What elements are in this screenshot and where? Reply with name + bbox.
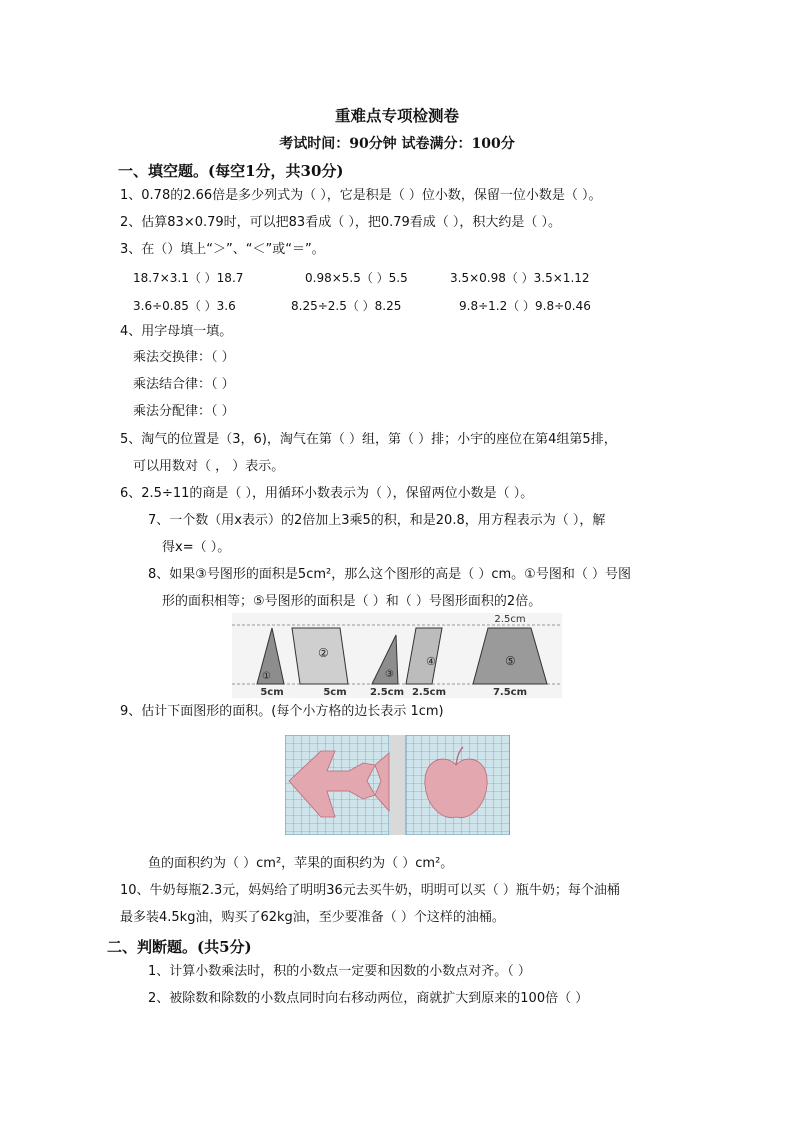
separator bbox=[389, 735, 406, 835]
question-3: 3、在（）填上“＞”、“＜”或“＝”。 bbox=[120, 242, 325, 257]
base-label: 5cm bbox=[323, 687, 347, 698]
compare-item: 8.25÷2.5（ ）8.25 bbox=[291, 299, 402, 313]
law-commutative: 乘法交换律：（ ） bbox=[133, 350, 235, 365]
shape-label: ③ bbox=[385, 669, 394, 680]
compare-item: 9.8÷1.2（ ）9.8÷0.46 bbox=[459, 299, 591, 313]
base-label: 5cm bbox=[260, 687, 284, 698]
top-label: 2.5cm bbox=[494, 614, 526, 625]
law-associative: 乘法结合律：（ ） bbox=[133, 377, 235, 392]
compare-item: 18.7×3.1（ ）18.7 bbox=[133, 271, 244, 285]
question-5-cont: 可以用数对（ ， ）表示。 bbox=[133, 459, 285, 474]
shape-label: ⑤ bbox=[505, 654, 516, 668]
question-5: 5、淘气的位置是（3，6)，淘气在第（ ）组，第（ ）排；小宇的座位在第4组第5排， bbox=[120, 432, 617, 447]
judge-question-2: 2、被除数和除数的小数点同时向右移动两位，商就扩大到原来的100倍（ ） bbox=[148, 991, 589, 1006]
section-2-heading: 二、判断题。(共5分) bbox=[107, 938, 252, 956]
question-2: 2、估算83×0.79时，可以把83看成（ ），把0.79看成（ ），积大约是（ ）。 bbox=[120, 215, 562, 230]
question-9: 9、估计下面图形的面积。(每个小方格的边长表示 1cm) bbox=[120, 704, 444, 719]
shape-label: ② bbox=[318, 646, 329, 660]
question-6: 6、2.5÷11的商是（ ），用循环小数表示为（ ），保留两位小数是（ ）。 bbox=[120, 486, 534, 501]
base-label: 2.5cm bbox=[369, 687, 405, 698]
grid-figure bbox=[285, 735, 510, 835]
page-subtitle: 考试时间：90分钟 试卷满分：100分 bbox=[279, 136, 515, 152]
question-10: 10、牛奶每瓶2.3元，妈妈给了明明36元去买牛奶，明明可以买（ ）瓶牛奶；每个油桶 bbox=[120, 883, 620, 898]
question-8-cont: 形的面积相等；⑤号图形的面积是（ ）和（ ）号图形面积的2倍。 bbox=[162, 594, 542, 609]
section-1-heading: 一、填空题。(每空1分，共30分) bbox=[118, 162, 344, 180]
compare-item: 3.6÷0.85（ ）3.6 bbox=[133, 299, 236, 313]
question-7-cont: 得x=（ ）。 bbox=[162, 540, 231, 555]
question-1: 1、0.78的2.66倍是多少列式为（ ），它是积是（ ）位小数，保留一位小数是（ ）。 bbox=[120, 188, 602, 203]
base-label: 7.5cm bbox=[492, 687, 528, 698]
question-7: 7、一个数（用x表示）的2倍加上3乘5的积，和是20.8，用方程表示为（ ），解 bbox=[148, 513, 606, 528]
shape-label: ④ bbox=[426, 655, 436, 668]
question-4: 4、用字母填一填。 bbox=[120, 324, 233, 339]
page-title: 重难点专项检测卷 bbox=[334, 106, 459, 125]
apple-shape bbox=[425, 759, 487, 818]
question-8: 8、如果③号图形的面积是5cm²，那么这个图形的高是（ ）cm。①号图和（ ）号图 bbox=[148, 567, 631, 582]
compare-item: 0.98×5.5（ ）5.5 bbox=[305, 271, 408, 285]
base-label: 2.5cm bbox=[411, 687, 447, 698]
judge-question-1: 1、计算小数乘法时，积的小数点一定要和因数的小数点对齐。（ ） bbox=[148, 964, 531, 979]
question-9-answer: 鱼的面积约为（ ）cm²，苹果的面积约为（ ）cm²。 bbox=[148, 856, 454, 871]
question-10-cont: 最多装4.5kg油，购买了62kg油，至少要准备（ ）个这样的油桶。 bbox=[120, 910, 505, 925]
law-distributive: 乘法分配律：（ ） bbox=[133, 404, 235, 419]
shape-label: ① bbox=[262, 671, 271, 682]
shapes-figure bbox=[232, 613, 562, 698]
compare-item: 3.5×0.98（ ）3.5×1.12 bbox=[450, 271, 590, 285]
